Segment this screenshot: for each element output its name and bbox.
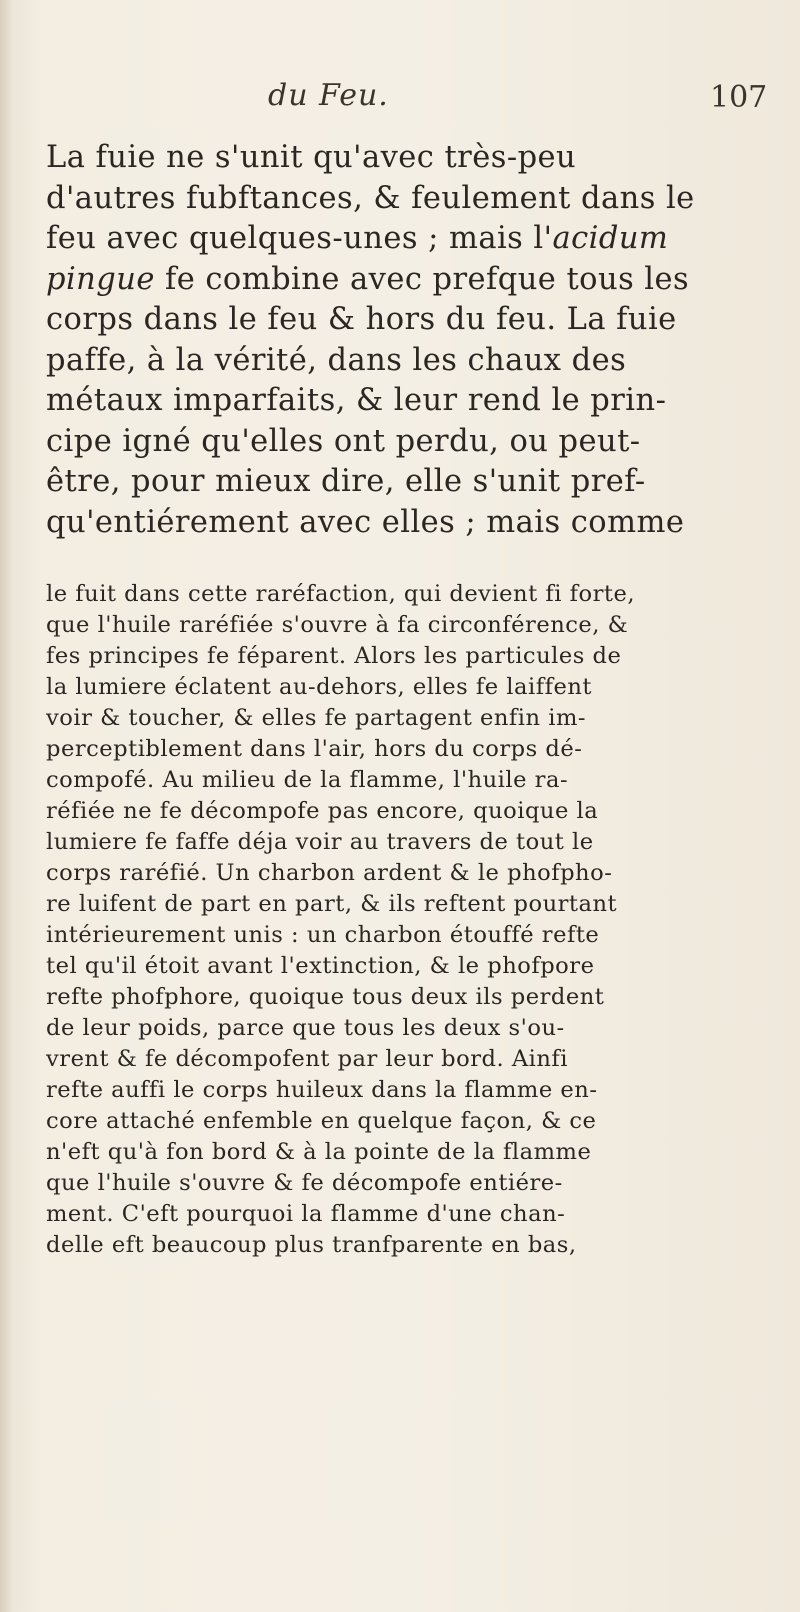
text-line — [46, 260, 786, 301]
page-edge — [0, 0, 14, 1612]
small-text-line: la lumiere éclatent au-dehors, elles fe laiffent — [46, 674, 592, 700]
latin-term: acidum — [552, 221, 669, 256]
small-text-line: core attaché enfemble en quelque façon, & ce — [46, 1108, 597, 1134]
text-line: métaux imparfaits, & leur rend le prin- — [46, 383, 667, 418]
small-text-line: compofé. Au milieu de la flamme, l'huile ra- — [46, 767, 569, 793]
text-line: corps dans le feu & hors du feu. La fuie — [46, 302, 677, 337]
small-text-line: réfiée ne fe décompofe pas encore, quoique la — [46, 798, 599, 824]
latin-term: pingue — [46, 261, 155, 297]
text-line — [46, 219, 786, 260]
small-text-line: ment. C'eft pourquoi la flamme d'une chan- — [46, 1201, 566, 1227]
text-line-part: fe combine avec prefque tous les — [154, 261, 690, 297]
small-text-line: intérieurement unis : un charbon étouffé refte — [46, 922, 600, 948]
small-text-line: refte auffi le corps huileux dans la flamme en- — [46, 1077, 598, 1103]
text-line: La fuie ne s'unit qu'avec très-peu — [46, 140, 577, 175]
small-text-line: delle eft beaucoup plus tranfparente en bas, — [46, 1232, 577, 1258]
text-line: d'autres fubftances, & feulement dans le — [46, 180, 695, 216]
running-title: du Feu. — [268, 78, 389, 113]
small-text-line: corps raréfié. Un charbon ardent & le phofpho- — [46, 860, 613, 886]
main-paragraph — [46, 138, 786, 543]
small-text-line: fes principes fe féparent. Alors les particules de — [46, 643, 622, 669]
small-text-line: vrent & fe décompofent par leur bord. Ainfi — [46, 1046, 569, 1072]
text-line-part: feu avec quelques-unes ; mais l' — [46, 221, 553, 256]
small-text-line: le fuit dans cette raréfaction, qui devient fi forte, — [46, 581, 636, 607]
small-text-line: de leur poids, parce que tous les deux s'ou- — [46, 1015, 565, 1041]
page-header — [0, 78, 800, 128]
text-line: être, pour mieux dire, elle s'unit pref- — [46, 464, 646, 499]
small-text-line: tel qu'il étoit avant l'extinction, & le phofpore — [46, 953, 595, 979]
small-text-line: voir & toucher, & elles fe partagent enfin im- — [46, 705, 586, 731]
text-line: cipe igné qu'elles ont perdu, ou peut- — [46, 423, 641, 459]
page-number: 107 — [710, 80, 768, 115]
small-text-line: n'eft qu'à fon bord & à la pointe de la flamme — [46, 1139, 592, 1165]
small-text-line: lumiere fe faffe déja voir au travers de tout le — [46, 829, 594, 855]
small-text-line: re luifent de part en part, & ils reftent pourtant — [46, 891, 618, 917]
text-line: paffe, à la vérité, dans les chaux des — [46, 342, 627, 378]
small-text-line: que l'huile raréfiée s'ouvre à fa circonférence, & — [46, 612, 629, 638]
text-line: qu'entiérement avec elles ; mais comme — [46, 504, 685, 540]
small-text-line: refte phofphore, quoique tous deux ils perdent — [46, 984, 605, 1010]
small-text-line: que l'huile s'ouvre & fe décompofe entiére- — [46, 1170, 563, 1196]
small-print-paragraph — [46, 579, 786, 1261]
small-text-line: perceptiblement dans l'air, hors du corps dé- — [46, 736, 583, 762]
